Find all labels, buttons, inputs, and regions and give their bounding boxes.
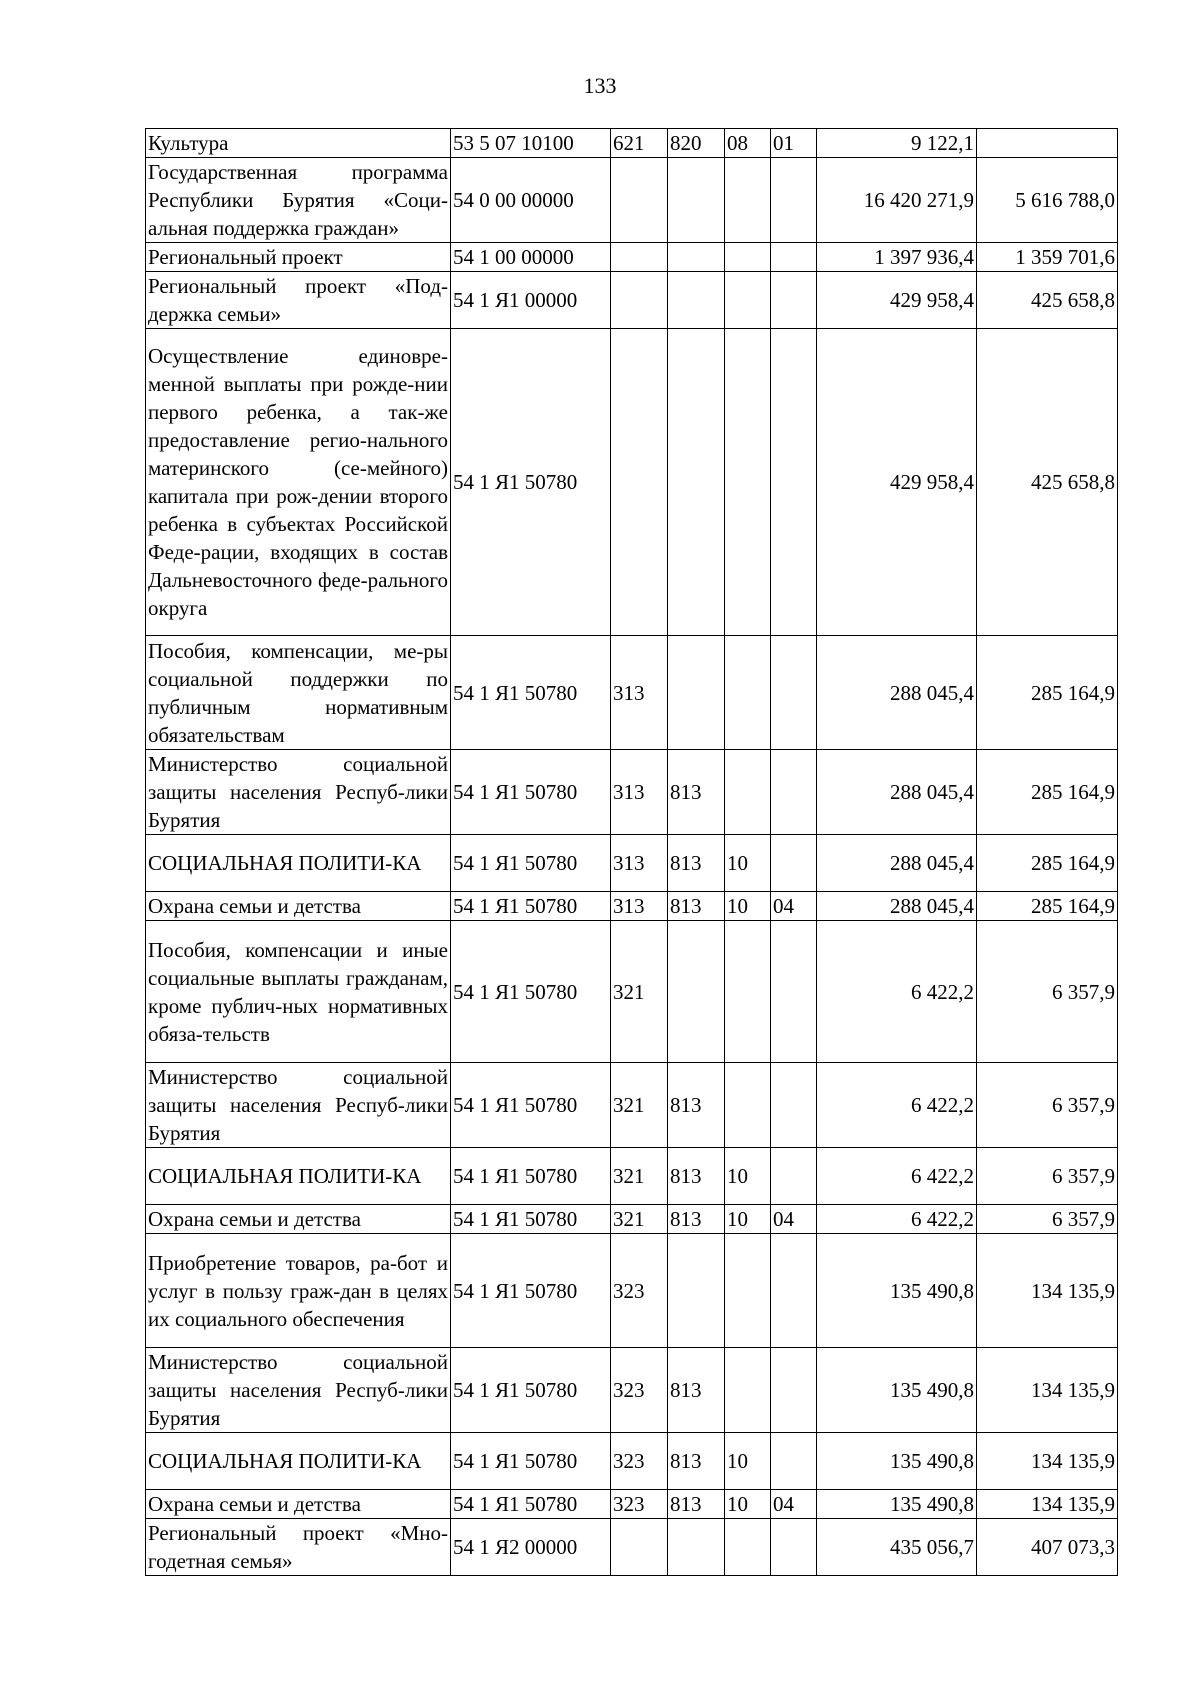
- row-amount-2-cell: 6 357,9: [977, 921, 1118, 1063]
- row-code-cell: 54 1 Я1 50780: [451, 750, 611, 835]
- row-amount-1-cell: 288 045,4: [817, 636, 977, 750]
- row-subsection-cell: [771, 158, 817, 243]
- row-amount-1-cell: 6 422,2: [817, 1205, 977, 1234]
- row-expense-type-cell: 321: [611, 1148, 668, 1205]
- table-row: [146, 1063, 1118, 1148]
- row-section-cell: 10: [725, 835, 771, 892]
- row-amount-1-cell: 288 045,4: [817, 835, 977, 892]
- table-row: [146, 1433, 1118, 1490]
- row-section-cell: [725, 243, 771, 272]
- row-ministry-cell: 813: [668, 1148, 725, 1205]
- row-amount-2-cell: 407 073,3: [977, 1519, 1118, 1576]
- row-ministry-cell: 820: [668, 129, 725, 158]
- row-code-cell: 54 1 Я1 50780: [451, 636, 611, 750]
- row-ministry-cell: [668, 158, 725, 243]
- row-name-cell: Охрана семьи и детства: [146, 1205, 451, 1234]
- row-section-cell: [725, 329, 771, 636]
- row-subsection-cell: 04: [771, 892, 817, 921]
- row-amount-1-cell: 9 122,1: [817, 129, 977, 158]
- row-expense-type-cell: 313: [611, 750, 668, 835]
- row-amount-1-cell: 288 045,4: [817, 892, 977, 921]
- row-expense-type-cell: 321: [611, 1205, 668, 1234]
- table-row: [146, 272, 1118, 329]
- table-row: [146, 1148, 1118, 1205]
- row-name-cell: Министерство социальной защиты населения Респуб-лики Бурятия: [146, 750, 451, 835]
- row-ministry-cell: [668, 1519, 725, 1576]
- row-ministry-cell: [668, 243, 725, 272]
- table-row: [146, 1490, 1118, 1519]
- row-expense-type-cell: 321: [611, 921, 668, 1063]
- row-section-cell: [725, 1519, 771, 1576]
- row-name-cell: Региональный проект «Под-держка семьи»: [146, 272, 451, 329]
- table-row: [146, 636, 1118, 750]
- row-ministry-cell: 813: [668, 750, 725, 835]
- table-row: [146, 158, 1118, 243]
- row-section-cell: [725, 750, 771, 835]
- row-amount-2-cell: 285 164,9: [977, 892, 1118, 921]
- table-row: [146, 835, 1118, 892]
- row-subsection-cell: 04: [771, 1490, 817, 1519]
- row-section-cell: [725, 272, 771, 329]
- row-code-cell: 54 1 Я1 00000: [451, 272, 611, 329]
- table-row: [146, 329, 1118, 636]
- row-section-cell: 10: [725, 1433, 771, 1490]
- row-expense-type-cell: [611, 1519, 668, 1576]
- row-subsection-cell: [771, 1433, 817, 1490]
- row-subsection-cell: 01: [771, 129, 817, 158]
- row-name-cell: Пособия, компенсации, ме-ры социальной поддержки по публичным нормативным обязательствам: [146, 636, 451, 750]
- row-amount-2-cell: 6 357,9: [977, 1148, 1118, 1205]
- row-name-cell: Министерство социальной защиты населения Респуб-лики Бурятия: [146, 1063, 451, 1148]
- row-code-cell: 54 1 Я1 50780: [451, 1433, 611, 1490]
- row-code-cell: 54 1 Я1 50780: [451, 329, 611, 636]
- row-expense-type-cell: [611, 272, 668, 329]
- row-expense-type-cell: 321: [611, 1063, 668, 1148]
- row-amount-2-cell: 285 164,9: [977, 750, 1118, 835]
- row-expense-type-cell: 313: [611, 636, 668, 750]
- row-expense-type-cell: 621: [611, 129, 668, 158]
- row-amount-1-cell: 6 422,2: [817, 921, 977, 1063]
- row-expense-type-cell: [611, 329, 668, 636]
- row-amount-2-cell: 425 658,8: [977, 329, 1118, 636]
- table-row: [146, 129, 1118, 158]
- row-amount-1-cell: 135 490,8: [817, 1234, 977, 1348]
- row-expense-type-cell: 323: [611, 1348, 668, 1433]
- row-amount-2-cell: 134 135,9: [977, 1433, 1118, 1490]
- table-row: [146, 1205, 1118, 1234]
- row-code-cell: 54 1 Я1 50780: [451, 1234, 611, 1348]
- row-amount-2-cell: 134 135,9: [977, 1348, 1118, 1433]
- row-section-cell: [725, 1234, 771, 1348]
- row-code-cell: 53 5 07 10100: [451, 129, 611, 158]
- row-code-cell: 54 1 Я1 50780: [451, 892, 611, 921]
- row-amount-2-cell: 134 135,9: [977, 1234, 1118, 1348]
- row-expense-type-cell: 313: [611, 835, 668, 892]
- row-ministry-cell: 813: [668, 1205, 725, 1234]
- row-amount-2-cell: 1 359 701,6: [977, 243, 1118, 272]
- row-section-cell: 10: [725, 892, 771, 921]
- row-name-cell: Региональный проект «Мно-годетная семья»: [146, 1519, 451, 1576]
- row-name-cell: СОЦИАЛЬНАЯ ПОЛИТИ-КА: [146, 835, 451, 892]
- row-subsection-cell: [771, 921, 817, 1063]
- table-row: [146, 1234, 1118, 1348]
- row-ministry-cell: [668, 921, 725, 1063]
- row-section-cell: [725, 636, 771, 750]
- row-name-cell: Государственная программа Республики Бурятия «Соци-альная поддержка граждан»: [146, 158, 451, 243]
- table-row: [146, 1519, 1118, 1576]
- row-code-cell: 54 1 Я1 50780: [451, 1348, 611, 1433]
- row-name-cell: Региональный проект: [146, 243, 451, 272]
- row-subsection-cell: [771, 1348, 817, 1433]
- row-amount-1-cell: 135 490,8: [817, 1433, 977, 1490]
- row-ministry-cell: [668, 329, 725, 636]
- table-row: [146, 921, 1118, 1063]
- row-expense-type-cell: [611, 243, 668, 272]
- row-name-cell: СОЦИАЛЬНАЯ ПОЛИТИ-КА: [146, 1148, 451, 1205]
- row-subsection-cell: [771, 1519, 817, 1576]
- page-number: 133: [583, 73, 617, 98]
- row-amount-1-cell: 16 420 271,9: [817, 158, 977, 243]
- row-ministry-cell: 813: [668, 1063, 725, 1148]
- table-row: [146, 892, 1118, 921]
- row-name-cell: Министерство социальной защиты населения Респуб-лики Бурятия: [146, 1348, 451, 1433]
- row-code-cell: 54 1 Я2 00000: [451, 1519, 611, 1576]
- row-amount-2-cell: 5 616 788,0: [977, 158, 1118, 243]
- row-code-cell: 54 1 Я1 50780: [451, 1148, 611, 1205]
- row-ministry-cell: [668, 272, 725, 329]
- row-subsection-cell: [771, 1234, 817, 1348]
- table-row: [146, 1348, 1118, 1433]
- row-expense-type-cell: 323: [611, 1234, 668, 1348]
- row-subsection-cell: [771, 1063, 817, 1148]
- row-subsection-cell: [771, 272, 817, 329]
- row-expense-type-cell: [611, 158, 668, 243]
- row-amount-1-cell: 135 490,8: [817, 1348, 977, 1433]
- row-name-cell: СОЦИАЛЬНАЯ ПОЛИТИ-КА: [146, 1433, 451, 1490]
- row-amount-2-cell: 6 357,9: [977, 1063, 1118, 1148]
- row-amount-2-cell: 285 164,9: [977, 636, 1118, 750]
- row-subsection-cell: [771, 243, 817, 272]
- row-section-cell: [725, 158, 771, 243]
- row-name-cell: Культура: [146, 129, 451, 158]
- row-section-cell: [725, 1348, 771, 1433]
- row-name-cell: Приобретение товаров, ра-бот и услуг в пользу граж-дан в целях их социального обеспечения: [146, 1234, 451, 1348]
- row-amount-2-cell: 6 357,9: [977, 1205, 1118, 1234]
- row-amount-1-cell: 429 958,4: [817, 272, 977, 329]
- row-name-cell: Охрана семьи и детства: [146, 892, 451, 921]
- row-amount-1-cell: 288 045,4: [817, 750, 977, 835]
- row-section-cell: 10: [725, 1490, 771, 1519]
- row-subsection-cell: [771, 835, 817, 892]
- row-code-cell: 54 0 00 00000: [451, 158, 611, 243]
- row-amount-1-cell: 6 422,2: [817, 1063, 977, 1148]
- row-ministry-cell: 813: [668, 1433, 725, 1490]
- row-name-cell: Пособия, компенсации и иные социальные выплаты гражданам, кроме публич-ных нормативных обяза-тельств: [146, 921, 451, 1063]
- row-amount-2-cell: 285 164,9: [977, 835, 1118, 892]
- row-subsection-cell: 04: [771, 1205, 817, 1234]
- row-subsection-cell: [771, 1148, 817, 1205]
- table-row: [146, 750, 1118, 835]
- row-ministry-cell: 813: [668, 835, 725, 892]
- row-ministry-cell: [668, 636, 725, 750]
- row-subsection-cell: [771, 636, 817, 750]
- row-amount-2-cell: 425 658,8: [977, 272, 1118, 329]
- budget-table: [145, 128, 1118, 1576]
- row-expense-type-cell: 323: [611, 1433, 668, 1490]
- row-name-cell: Охрана семьи и детства: [146, 1490, 451, 1519]
- row-amount-1-cell: 6 422,2: [817, 1148, 977, 1205]
- row-section-cell: 08: [725, 129, 771, 158]
- row-name-cell: Осуществление единовре-менной выплаты при рожде-нии первого ребенка, а так-же предоставление регио-нального материнского (се-мейного) капитала при рож-дении второго ребенка в субъектах Российской Феде-рации, входящих в состав Дальневосточного феде-рального округа: [146, 329, 451, 636]
- row-code-cell: 54 1 Я1 50780: [451, 1490, 611, 1519]
- row-section-cell: 10: [725, 1205, 771, 1234]
- row-code-cell: 54 1 Я1 50780: [451, 921, 611, 1063]
- row-ministry-cell: 813: [668, 1348, 725, 1433]
- row-expense-type-cell: 313: [611, 892, 668, 921]
- row-amount-1-cell: 1 397 936,4: [817, 243, 977, 272]
- row-code-cell: 54 1 Я1 50780: [451, 1063, 611, 1148]
- row-ministry-cell: [668, 1234, 725, 1348]
- row-amount-1-cell: 435 056,7: [817, 1519, 977, 1576]
- row-amount-2-cell: [977, 129, 1118, 158]
- row-amount-1-cell: 429 958,4: [817, 329, 977, 636]
- row-code-cell: 54 1 00 00000: [451, 243, 611, 272]
- row-ministry-cell: 813: [668, 1490, 725, 1519]
- row-section-cell: [725, 921, 771, 1063]
- row-subsection-cell: [771, 329, 817, 636]
- row-expense-type-cell: 323: [611, 1490, 668, 1519]
- row-section-cell: [725, 1063, 771, 1148]
- row-ministry-cell: 813: [668, 892, 725, 921]
- row-section-cell: 10: [725, 1148, 771, 1205]
- row-subsection-cell: [771, 750, 817, 835]
- table-row: [146, 243, 1118, 272]
- row-amount-1-cell: 135 490,8: [817, 1490, 977, 1519]
- row-amount-2-cell: 134 135,9: [977, 1490, 1118, 1519]
- row-code-cell: 54 1 Я1 50780: [451, 835, 611, 892]
- row-code-cell: 54 1 Я1 50780: [451, 1205, 611, 1234]
